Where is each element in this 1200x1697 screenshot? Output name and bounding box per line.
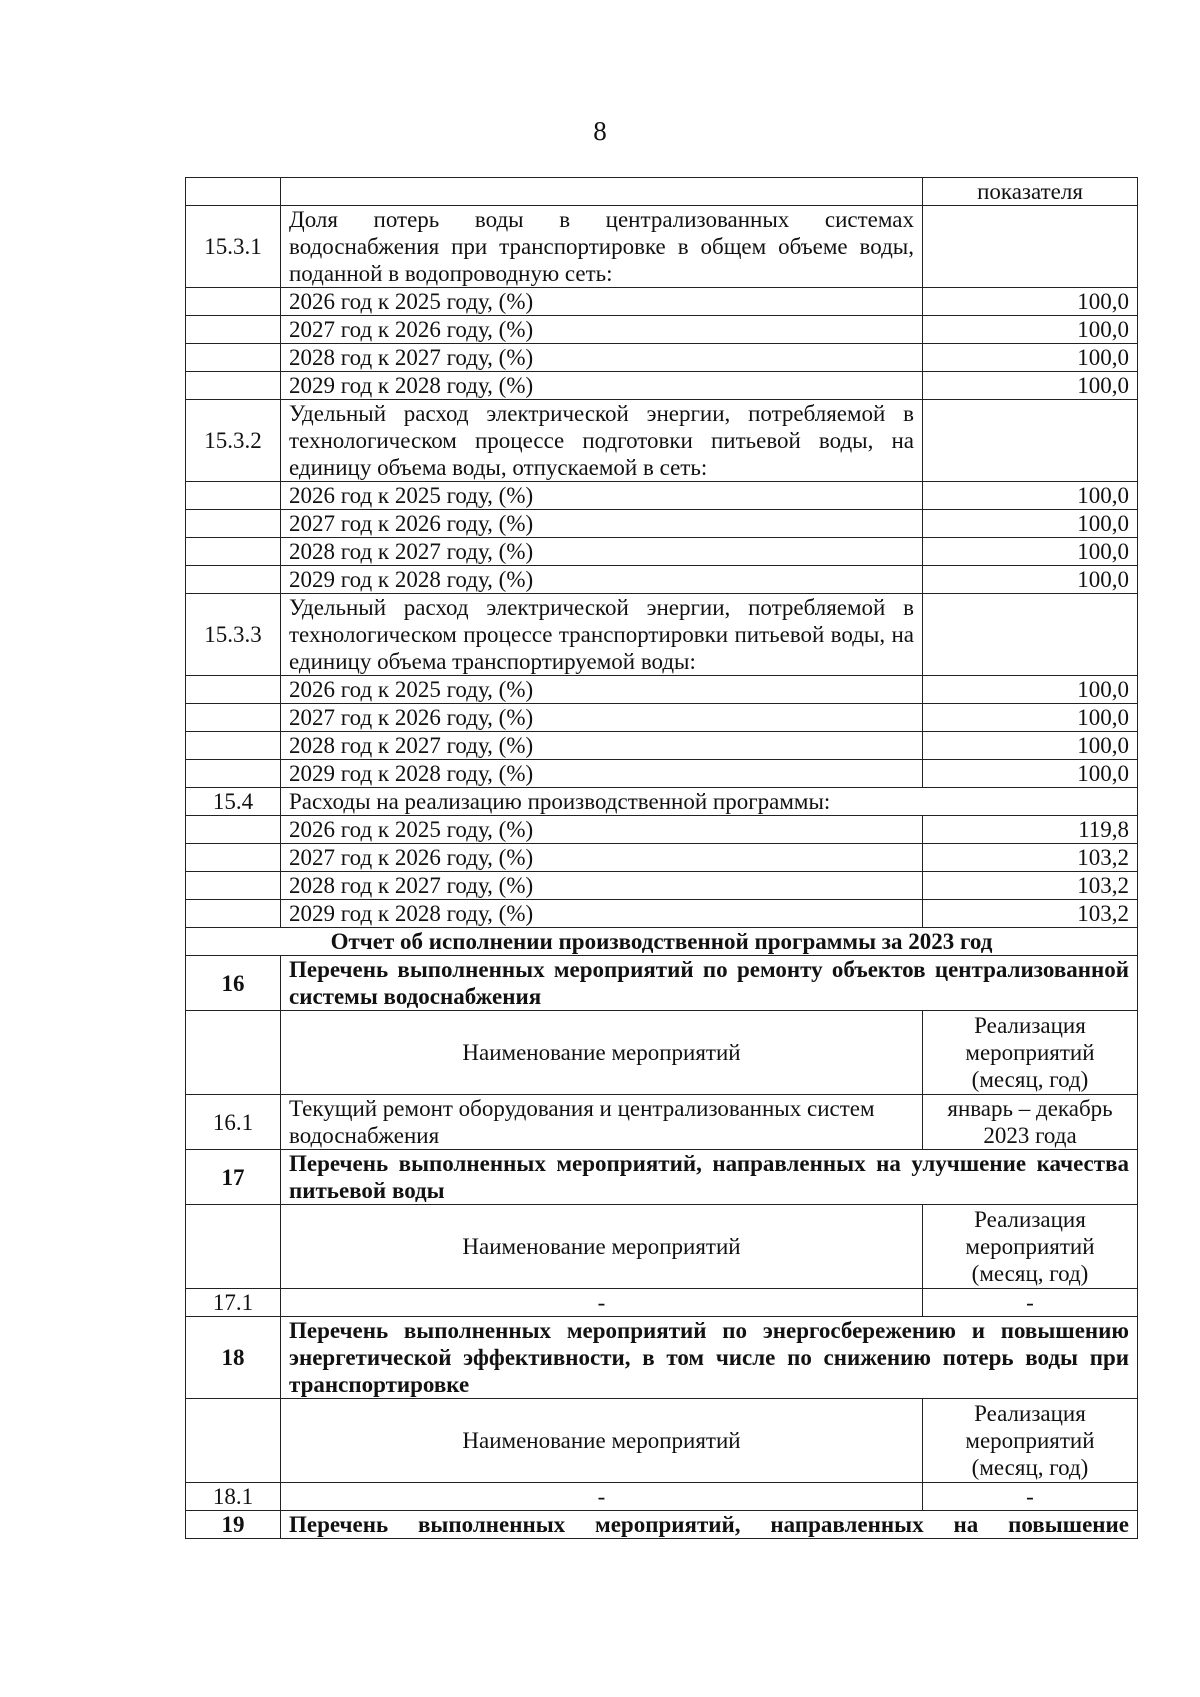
row-label: 2028 год к 2027 году, (%) [281, 538, 923, 566]
row-label: 2026 год к 2025 году, (%) [281, 288, 923, 316]
page-number: 8 [593, 116, 607, 146]
report-section-title: Перечень выполненных мероприятий, направленных на повышение [281, 1511, 1138, 1539]
table-row [186, 178, 1138, 206]
row-value: 100,0 [923, 566, 1138, 594]
table-row [186, 704, 1138, 732]
section-row [186, 400, 1138, 482]
item-name: - [281, 1289, 923, 1317]
table-row [186, 344, 1138, 372]
table-row [186, 372, 1138, 400]
row-label: 2029 год к 2028 году, (%) [281, 566, 923, 594]
row-label: 2027 год к 2026 году, (%) [281, 844, 923, 872]
row-value: 100,0 [923, 482, 1138, 510]
table-row [186, 316, 1138, 344]
item-impl: - [923, 1289, 1138, 1317]
row-value: 103,2 [923, 844, 1138, 872]
row-value: 119,8 [923, 816, 1138, 844]
section-row [186, 206, 1138, 288]
row-value: 100,0 [923, 510, 1138, 538]
table-row [186, 510, 1138, 538]
report-title: Отчет об исполнении производственной программы за 2023 год [186, 928, 1138, 956]
item-name: Текущий ремонт оборудования и централизованных систем водоснабжения [281, 1095, 923, 1150]
col-name-header: Наименование мероприятий [281, 1399, 923, 1483]
report-section-row [186, 1150, 1138, 1205]
table-row [186, 676, 1138, 704]
section-title: Расходы на реализацию производственной программы: [281, 788, 1138, 816]
report-section-row [186, 1511, 1138, 1539]
row-label: 2027 год к 2026 году, (%) [281, 704, 923, 732]
row-label: 2028 год к 2027 году, (%) [281, 344, 923, 372]
report-section-number: 16 [186, 956, 281, 1011]
row-value: 100,0 [923, 760, 1138, 788]
section-title: Доля потерь воды в централизованных системах водоснабжения при транспортировке в общем объеме воды, поданной в водопроводную сеть: [281, 206, 923, 288]
table-row [186, 900, 1138, 928]
row-value: 100,0 [923, 732, 1138, 760]
report-section-title: Перечень выполненных мероприятий, направленных на улучшение качества питьевой воды [281, 1150, 1138, 1205]
row-label: 2029 год к 2028 году, (%) [281, 900, 923, 928]
table-row [186, 1289, 1138, 1317]
table-row [186, 482, 1138, 510]
table-row [186, 732, 1138, 760]
row-value: 100,0 [923, 288, 1138, 316]
empty-cell [923, 400, 1138, 482]
row-value: 100,0 [923, 676, 1138, 704]
row-label: 2026 год к 2025 году, (%) [281, 816, 923, 844]
column-header-row [186, 1011, 1138, 1095]
section-title: Удельный расход электрической энергии, потребляемой в технологическом процессе транспортировки питьевой воды, на единицу объема транспортируемой воды: [281, 594, 923, 676]
column-header-row [186, 1399, 1138, 1483]
item-number: 16.1 [186, 1095, 281, 1150]
row-label: 2028 год к 2027 году, (%) [281, 732, 923, 760]
item-impl: - [923, 1483, 1138, 1511]
col-name-header: Наименование мероприятий [281, 1205, 923, 1289]
section-number: 15.4 [186, 788, 281, 816]
table-row [186, 538, 1138, 566]
row-label: 2029 год к 2028 году, (%) [281, 372, 923, 400]
table-row [186, 760, 1138, 788]
report-section-number: 19 [186, 1511, 281, 1539]
section-number: 15.3.1 [186, 206, 281, 288]
row-label: 2026 год к 2025 году, (%) [281, 482, 923, 510]
indicator-table [185, 177, 1138, 1539]
item-number: 18.1 [186, 1483, 281, 1511]
row-label: 2029 год к 2028 году, (%) [281, 760, 923, 788]
section-number: 15.3.3 [186, 594, 281, 676]
row-label: 2028 год к 2027 году, (%) [281, 872, 923, 900]
row-value: 100,0 [923, 704, 1138, 732]
col-impl-header: Реализация мероприятий (месяц, год) [923, 1011, 1138, 1095]
report-section-row [186, 956, 1138, 1011]
table-row [186, 872, 1138, 900]
table-row [186, 816, 1138, 844]
report-section-number: 17 [186, 1150, 281, 1205]
section-title: Удельный расход электрической энергии, потребляемой в технологическом процессе подготовки питьевой воды, на единицу объема воды, отпускаемой в сеть: [281, 400, 923, 482]
header-cell: показателя [923, 178, 1138, 206]
row-value: 100,0 [923, 372, 1138, 400]
report-section-row [186, 1317, 1138, 1399]
empty-cell [923, 206, 1138, 288]
row-value: 100,0 [923, 316, 1138, 344]
row-value: 103,2 [923, 872, 1138, 900]
item-impl: январь – декабрь 2023 года [923, 1095, 1138, 1150]
column-header-row [186, 1205, 1138, 1289]
row-label: 2027 год к 2026 году, (%) [281, 316, 923, 344]
report-section-number: 18 [186, 1317, 281, 1399]
report-title-row [186, 928, 1138, 956]
row-label: 2027 год к 2026 году, (%) [281, 510, 923, 538]
col-name-header: Наименование мероприятий [281, 1011, 923, 1095]
col-impl-header: Реализация мероприятий (месяц, год) [923, 1399, 1138, 1483]
item-number: 17.1 [186, 1289, 281, 1317]
empty-cell [281, 178, 923, 206]
report-section-title: Перечень выполненных мероприятий по ремонту объектов централизованной системы водоснабжения [281, 956, 1138, 1011]
empty-cell [923, 594, 1138, 676]
table-row [186, 1483, 1138, 1511]
table-row [186, 288, 1138, 316]
section-row [186, 594, 1138, 676]
report-section-title: Перечень выполненных мероприятий по энергосбережению и повышению энергетической эффективности, в том числе по снижению потерь воды при транспортировке [281, 1317, 1138, 1399]
table-row [186, 844, 1138, 872]
row-value: 103,2 [923, 900, 1138, 928]
section-row [186, 788, 1138, 816]
empty-cell [186, 178, 281, 206]
item-name: - [281, 1483, 923, 1511]
section-number: 15.3.2 [186, 400, 281, 482]
table-row [186, 1095, 1138, 1150]
row-value: 100,0 [923, 344, 1138, 372]
col-impl-header: Реализация мероприятий (месяц, год) [923, 1205, 1138, 1289]
row-label: 2026 год к 2025 году, (%) [281, 676, 923, 704]
table-row [186, 566, 1138, 594]
row-value: 100,0 [923, 538, 1138, 566]
